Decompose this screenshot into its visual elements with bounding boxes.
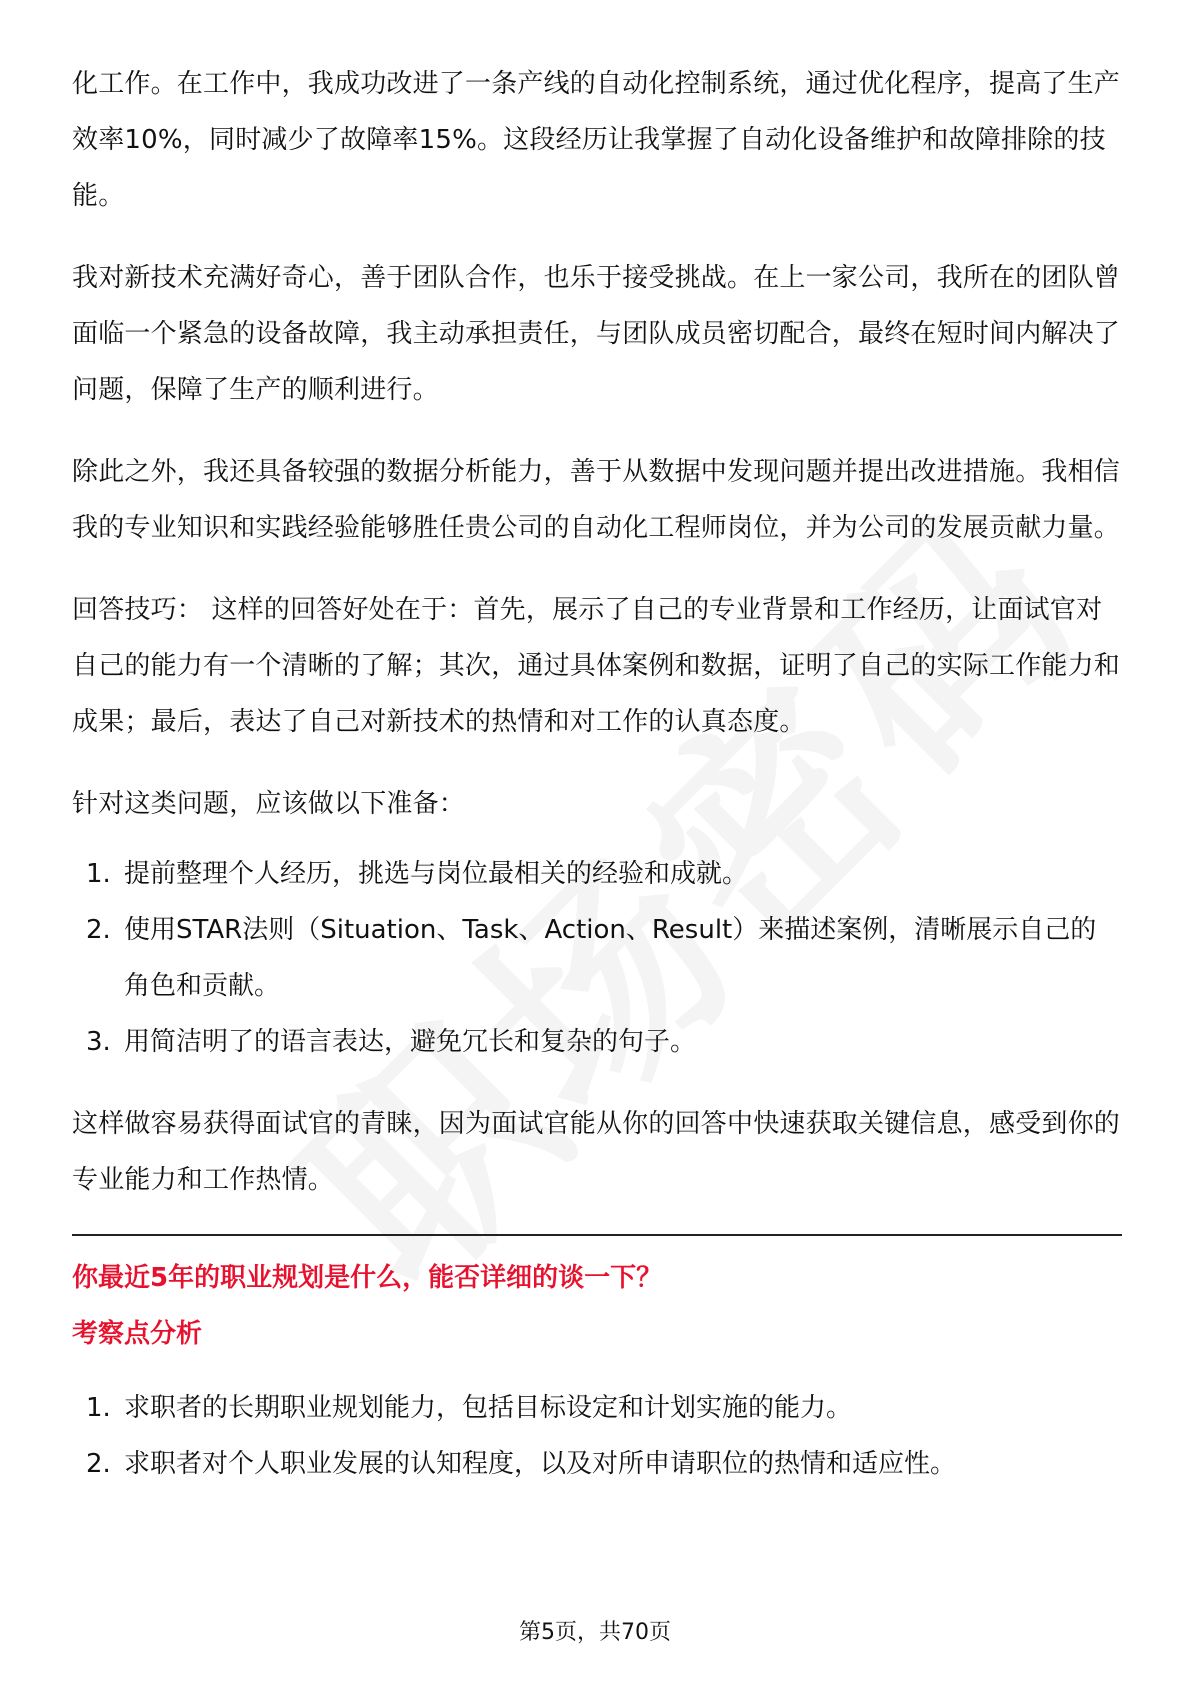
paragraph-answer-tips: 回答技巧： 这样的回答好处在于：首先，展示了自己的专业背景和工作经历，让面试官对自己的能力有一个清晰的了解；其次，通过具体案例和数据，证明了自己的实际工作能力和成果；最后，表达了自己对新技术的热情和对工作的认真态度。 [72,595,1121,737]
page-footer: 第5页，共70页 [519,1620,671,1645]
list-item [72,846,1122,902]
list-item [72,1014,1122,1070]
list-item-number: 2. [86,1449,111,1479]
analysis-title: 考察点分析 [72,1319,203,1349]
list-item [72,1380,1122,1436]
list-item-text: 提前整理个人经历，挑选与岗位最相关的经验和成就。 [124,859,749,889]
list-item-text: 用简洁明了的语言表达，避免冗长和复杂的句子。 [124,1027,697,1057]
list-item-number: 2. [86,915,111,945]
page-content [72,56,1122,1518]
question-title: 你最近5年的职业规划是什么，能否详细的谈一下？ [72,1263,663,1293]
preparation-list [72,846,1122,1070]
list-item [72,902,1122,1014]
list-item-text: 求职者对个人职业发展的认知程度，以及对所申请职位的热情和适应性。 [124,1449,957,1479]
analysis-list [72,1380,1122,1492]
list-item-text: 使用STAR法则（Situation、Task、Action、Result）来描述案例，清晰展示自己的角色和贡献。 [124,915,1097,1001]
paragraph-preparation-intro: 针对这类问题，应该做以下准备： [72,789,466,819]
list-item-number: 1. [86,859,111,889]
list-item-number: 1. [86,1393,111,1423]
paragraph-work-experience: 化工作。在工作中，我成功改进了一条产线的自动化控制系统，通过优化程序，提高了生产效率10%，同时减少了故障率15%。这段经历让我掌握了自动化设备维护和故障排除的技能。 [72,69,1121,211]
paragraph-closing: 这样做容易获得面试官的青睐，因为面试官能从你的回答中快速获取关键信息，感受到你的专业能力和工作热情。 [72,1109,1121,1195]
paragraph-teamwork: 我对新技术充满好奇心，善于团队合作，也乐于接受挑战。在上一家公司，我所在的团队曾面临一个紧急的设备故障，我主动承担责任，与团队成员密切配合，最终在短时间内解决了问题，保障了生产的顺利进行。 [72,263,1121,405]
list-item-text: 求职者的长期职业规划能力，包括目标设定和计划实施的能力。 [124,1393,853,1423]
paragraph-data-analysis: 除此之外，我还具备较强的数据分析能力，善于从数据中发现问题并提出改进措施。我相信我的专业知识和实践经验能够胜任贵公司的自动化工程师岗位，并为公司的发展贡献力量。 [72,457,1121,543]
list-item [72,1436,1122,1492]
list-item-number: 3. [86,1027,111,1057]
section-divider [72,1234,1122,1236]
